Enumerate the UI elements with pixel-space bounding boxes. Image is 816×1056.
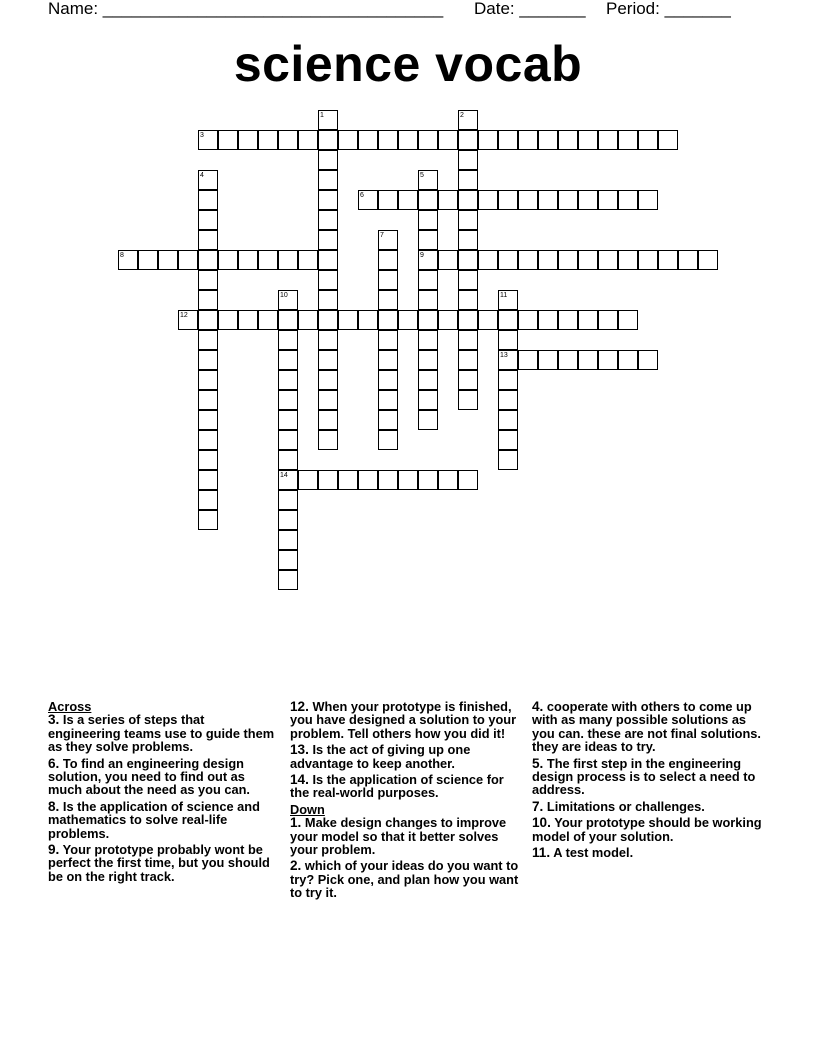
grid-cell[interactable] [398, 470, 418, 490]
clue-across-12: 12. When your prototype is finished, you have designed a solution to your problem. Tell others how you did it! [290, 699, 517, 741]
clue-number-label: 9 [420, 252, 424, 259]
clue-down-4: 4. cooperate with others to come up with as many possible solutions as you can. these are not final solutions. they are ideas to try. [532, 699, 761, 755]
grid-cell[interactable] [538, 130, 558, 150]
grid-cell[interactable] [198, 510, 218, 530]
grid-cell[interactable] [278, 250, 298, 270]
grid-cell[interactable] [218, 250, 238, 270]
grid-cell[interactable] [198, 310, 218, 330]
grid-cell[interactable] [418, 370, 438, 390]
grid-cell[interactable] [598, 310, 618, 330]
grid-cell[interactable] [458, 170, 478, 190]
grid-cell[interactable] [458, 470, 478, 490]
grid-cell[interactable] [698, 250, 718, 270]
clue-number-label: 4 [200, 172, 204, 179]
grid-cell[interactable] [278, 330, 298, 350]
grid-cell[interactable] [478, 250, 498, 270]
grid-cell[interactable] [198, 350, 218, 370]
clue-down-2: 2. which of your ideas do you want to try? Pick one, and plan how you want to try it. [290, 858, 519, 901]
grid-cell[interactable] [378, 310, 398, 330]
clue-number-label: 8 [120, 252, 124, 259]
clue-across-8: 8. Is the application of science and mathematics to solve real-life problems. [48, 798, 260, 841]
grid-cell[interactable] [318, 430, 338, 450]
grid-cell[interactable] [598, 190, 618, 210]
grid-cell[interactable] [238, 130, 258, 150]
grid-cell[interactable] [318, 150, 338, 170]
clue-column-3 [532, 700, 764, 862]
grid-cell[interactable] [558, 250, 578, 270]
clue-down-11: 11. A test model. [532, 845, 634, 861]
grid-cell[interactable] [198, 430, 218, 450]
grid-cell[interactable] [378, 430, 398, 450]
grid-cell[interactable] [538, 250, 558, 270]
grid-cell[interactable] [418, 190, 438, 210]
grid-cell[interactable] [458, 330, 478, 350]
grid-cell[interactable] [198, 410, 218, 430]
grid-cell[interactable] [438, 130, 458, 150]
grid-cell[interactable] [498, 330, 518, 350]
clue-number-label: 11 [500, 292, 508, 299]
grid-cell[interactable] [638, 250, 658, 270]
grid-cell[interactable] [498, 370, 518, 390]
grid-cell[interactable] [198, 390, 218, 410]
clue-number-label: 5 [420, 172, 424, 179]
clue-across-3: 3. Is a series of steps that engineering teams use to guide them as they solve problems. [48, 712, 275, 755]
grid-cell[interactable] [518, 350, 538, 370]
grid-cell[interactable] [458, 370, 478, 390]
grid-cell[interactable] [458, 270, 478, 290]
grid-cell[interactable] [198, 330, 218, 350]
clue-number-label: 13 [500, 352, 508, 359]
grid-cell[interactable] [278, 510, 298, 530]
grid-cell[interactable] [578, 250, 598, 270]
grid-cell[interactable] [298, 310, 318, 330]
grid-cell[interactable] [278, 310, 298, 330]
grid-cell[interactable] [378, 390, 398, 410]
grid-cell[interactable] [378, 190, 398, 210]
grid-cell[interactable] [618, 130, 638, 150]
grid-cell[interactable] [318, 250, 338, 270]
grid-cell[interactable] [598, 250, 618, 270]
clue-number-label: 14 [280, 472, 288, 479]
grid-cell[interactable] [438, 250, 458, 270]
grid-cell[interactable] [278, 570, 298, 590]
grid-cell[interactable] [438, 310, 458, 330]
grid-cell[interactable] [398, 190, 418, 210]
name-field[interactable]: Name: ____________________________________ [48, 0, 444, 18]
grid-cell[interactable] [298, 470, 318, 490]
grid-cell[interactable] [318, 170, 338, 190]
grid-cell[interactable] [178, 250, 198, 270]
grid-cell[interactable] [498, 190, 518, 210]
grid-cell[interactable] [458, 390, 478, 410]
grid-cell[interactable] [458, 130, 478, 150]
grid-cell[interactable] [378, 270, 398, 290]
grid-cell[interactable] [358, 470, 378, 490]
grid-cell[interactable] [458, 230, 478, 250]
grid-cell[interactable] [198, 270, 218, 290]
clue-across-14: 14. Is the application of science for the real-world purposes. [290, 772, 504, 801]
grid-cell[interactable] [598, 130, 618, 150]
grid-cell[interactable] [218, 310, 238, 330]
grid-cell[interactable] [518, 310, 538, 330]
grid-cell[interactable] [278, 430, 298, 450]
grid-cell[interactable] [558, 190, 578, 210]
page-title: science vocab [233, 36, 583, 92]
grid-cell[interactable] [618, 190, 638, 210]
grid-cell[interactable] [278, 490, 298, 510]
grid-cell[interactable] [458, 210, 478, 230]
grid-cell[interactable] [378, 350, 398, 370]
grid-cell[interactable] [518, 250, 538, 270]
grid-cell[interactable] [418, 410, 438, 430]
grid-cell[interactable] [538, 190, 558, 210]
grid-cell[interactable] [198, 450, 218, 470]
grid-cell[interactable] [498, 310, 518, 330]
grid-cell[interactable] [638, 350, 658, 370]
grid-cell[interactable] [318, 230, 338, 250]
grid-cell[interactable] [658, 130, 678, 150]
grid-cell[interactable] [298, 130, 318, 150]
down-heading: Down [290, 801, 325, 817]
grid-cell[interactable] [338, 130, 358, 150]
clue-across-9: 9. Your prototype probably wont be perfect the first time, but you should be on the right track. [48, 842, 270, 884]
grid-cell[interactable] [578, 190, 598, 210]
grid-cell[interactable] [458, 310, 478, 330]
grid-cell[interactable] [318, 390, 338, 410]
grid-cell[interactable] [198, 490, 218, 510]
grid-cell[interactable] [458, 350, 478, 370]
clue-number-label: 6 [360, 192, 364, 199]
grid-cell[interactable] [378, 130, 398, 150]
grid-cell[interactable] [458, 290, 478, 310]
grid-cell[interactable] [638, 190, 658, 210]
grid-cell[interactable] [198, 190, 218, 210]
grid-cell[interactable] [318, 350, 338, 370]
grid-cell[interactable] [318, 290, 338, 310]
grid-cell[interactable] [618, 350, 638, 370]
grid-cell[interactable] [378, 410, 398, 430]
grid-cell[interactable] [318, 130, 338, 150]
grid-cell[interactable] [318, 210, 338, 230]
grid-cell[interactable] [418, 330, 438, 350]
grid-cell[interactable] [318, 190, 338, 210]
grid-cell[interactable] [418, 470, 438, 490]
grid-cell[interactable] [538, 310, 558, 330]
grid-cell[interactable] [278, 530, 298, 550]
across-heading: Across [48, 699, 92, 714]
grid-cell[interactable] [418, 310, 438, 330]
grid-cell[interactable] [418, 350, 438, 370]
grid-cell[interactable] [418, 270, 438, 290]
clue-number-label: 2 [460, 112, 464, 119]
clue-number-label: 3 [200, 132, 204, 139]
grid-cell[interactable] [378, 370, 398, 390]
grid-cell[interactable] [398, 310, 418, 330]
grid-cell[interactable] [558, 130, 578, 150]
grid-cell[interactable] [138, 250, 158, 270]
grid-cell[interactable] [278, 450, 298, 470]
grid-cell[interactable] [378, 330, 398, 350]
grid-cell[interactable] [518, 190, 538, 210]
grid-cell[interactable] [598, 350, 618, 370]
grid-cell[interactable] [198, 250, 218, 270]
grid-cell[interactable] [458, 190, 478, 210]
grid-cell[interactable] [198, 470, 218, 490]
grid-cell[interactable] [378, 470, 398, 490]
grid-cell[interactable] [258, 130, 278, 150]
grid-cell[interactable] [378, 250, 398, 270]
grid-cell[interactable] [418, 130, 438, 150]
clue-down-5: 5. The first step in the engineering design process is to select a need to address. [532, 755, 756, 798]
grid-cell[interactable] [618, 310, 638, 330]
clue-down-7: 7. Limitations or challenges. [532, 798, 705, 814]
grid-cell[interactable] [578, 350, 598, 370]
grid-cell[interactable] [438, 190, 458, 210]
clue-number-label: 12 [180, 312, 188, 319]
grid-cell[interactable] [258, 310, 278, 330]
grid-cell[interactable] [558, 310, 578, 330]
grid-cell[interactable] [318, 330, 338, 350]
grid-cell[interactable] [418, 290, 438, 310]
grid-cell[interactable] [278, 350, 298, 370]
grid-cell[interactable] [678, 250, 698, 270]
clue-number-label: 7 [380, 232, 384, 239]
grid-cell[interactable] [358, 310, 378, 330]
grid-cell[interactable] [498, 450, 518, 470]
grid-cell[interactable] [518, 130, 538, 150]
grid-cell[interactable] [318, 310, 338, 330]
grid-cell[interactable] [318, 370, 338, 390]
clue-column-2 [290, 700, 522, 903]
grid-cell[interactable] [198, 230, 218, 250]
grid-cell[interactable] [638, 130, 658, 150]
grid-cell[interactable] [418, 390, 438, 410]
clue-column-1 [48, 700, 280, 886]
grid-cell[interactable] [418, 230, 438, 250]
clue-down-1: 1. Make design changes to improve your model so that it better solves your problem. [290, 815, 507, 858]
period-field[interactable]: Period: _______ [606, 0, 731, 18]
grid-cell[interactable] [578, 310, 598, 330]
grid-cell[interactable] [478, 130, 498, 150]
grid-cell[interactable] [258, 250, 278, 270]
grid-cell[interactable] [658, 250, 678, 270]
grid-cell[interactable] [478, 310, 498, 330]
grid-cell[interactable] [498, 390, 518, 410]
grid-cell[interactable] [278, 550, 298, 570]
grid-cell[interactable] [158, 250, 178, 270]
grid-cell[interactable] [198, 370, 218, 390]
grid-cell[interactable] [478, 190, 498, 210]
grid-cell[interactable] [238, 250, 258, 270]
grid-cell[interactable] [278, 410, 298, 430]
grid-cell[interactable] [458, 150, 478, 170]
grid-cell[interactable] [278, 390, 298, 410]
grid-cell[interactable] [538, 350, 558, 370]
grid-cell[interactable] [618, 250, 638, 270]
grid-cell[interactable] [318, 270, 338, 290]
clue-number-label: 1 [320, 112, 324, 119]
grid-cell[interactable] [418, 210, 438, 230]
grid-cell[interactable] [338, 470, 358, 490]
grid-cell[interactable] [198, 210, 218, 230]
grid-cell[interactable] [318, 410, 338, 430]
date-field[interactable]: Date: _______ [474, 0, 586, 18]
grid-cell[interactable] [278, 130, 298, 150]
grid-cell[interactable] [398, 130, 418, 150]
clue-across-6: 6. To find an engineering design solution, you need to find out as much about the need as you can. [48, 755, 250, 798]
grid-cell[interactable] [318, 470, 338, 490]
grid-cell[interactable] [498, 130, 518, 150]
grid-cell[interactable] [498, 410, 518, 430]
clue-down-10: 10. Your prototype should be working model of your solution. [532, 815, 762, 844]
grid-cell[interactable] [278, 370, 298, 390]
grid-cell[interactable] [358, 130, 378, 150]
grid-cell[interactable] [198, 290, 218, 310]
grid-cell[interactable] [438, 470, 458, 490]
grid-cell[interactable] [498, 250, 518, 270]
grid-cell[interactable] [378, 290, 398, 310]
grid-cell[interactable] [338, 310, 358, 330]
grid-cell[interactable] [218, 130, 238, 150]
grid-cell[interactable] [458, 250, 478, 270]
clue-across-13: 13. Is the act of giving up one advantage to keep another. [290, 742, 471, 771]
grid-cell[interactable] [298, 250, 318, 270]
grid-cell[interactable] [498, 430, 518, 450]
clue-number-label: 10 [280, 292, 288, 299]
grid-cell[interactable] [578, 130, 598, 150]
grid-cell[interactable] [558, 350, 578, 370]
grid-cell[interactable] [238, 310, 258, 330]
